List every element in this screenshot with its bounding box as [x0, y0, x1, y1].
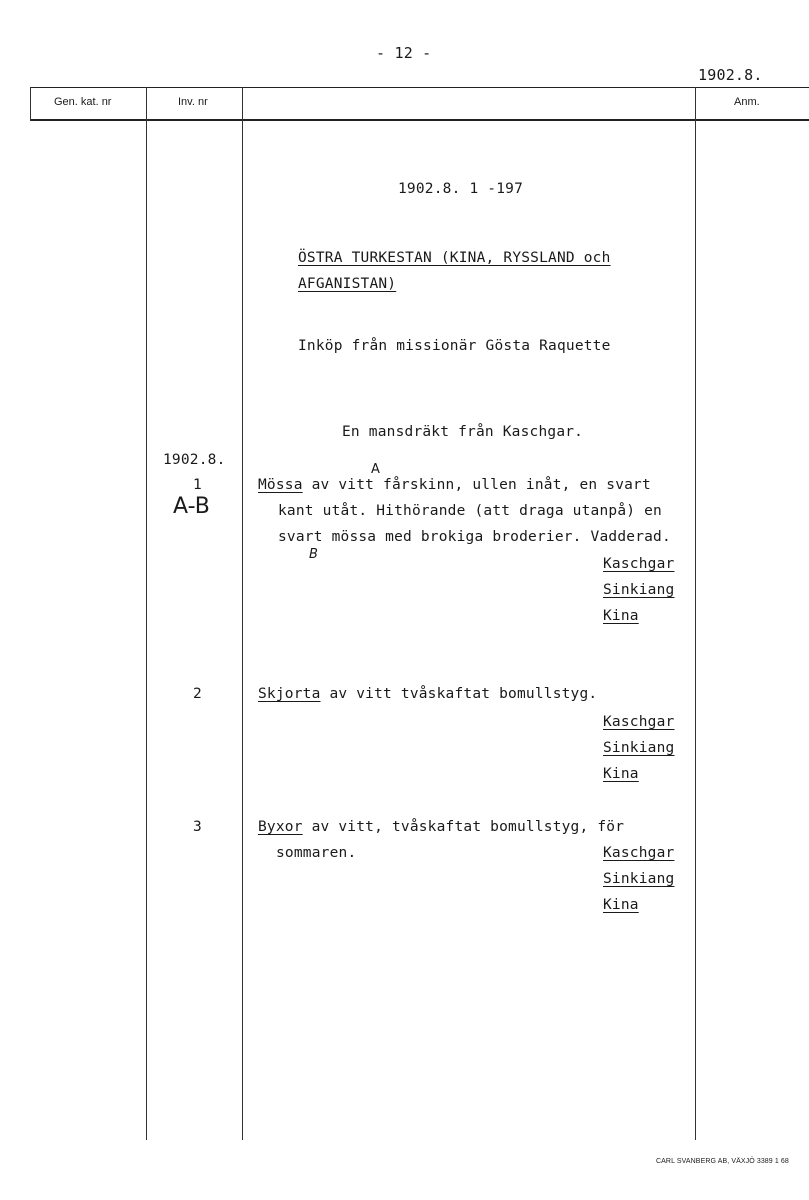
item-1-handwritten-mark-a: A	[371, 462, 380, 477]
item-3-line2: sommaren.	[276, 845, 357, 861]
collection-title: En mansdräkt från Kaschgar.	[342, 424, 584, 440]
item-3-place-1: Kaschgar	[603, 845, 675, 861]
item-1-line2: kant utåt. Hithörande (att draga utanpå) en	[278, 503, 662, 519]
item-1-inv-number: 1	[193, 477, 202, 493]
range-title: 1902.8. 1 -197	[398, 181, 524, 197]
item-1-keyword: Mössa	[258, 477, 303, 493]
item-1-place-3: Kina	[603, 608, 639, 624]
region-heading-line1: ÖSTRA TURKESTAN (KINA, RYSSLAND och	[298, 250, 611, 266]
item-1-place-2: Sinkiang	[603, 582, 675, 598]
column-divider-text-anm	[695, 87, 696, 1140]
left-border	[30, 87, 31, 121]
inventory-prefix: 1902.8.	[163, 452, 226, 468]
item-2-place-2: Sinkiang	[603, 740, 675, 756]
purchase-note: Inköp från missionär Gösta Raquette	[298, 338, 611, 354]
column-header-gen-kat: Gen. kat. nr	[54, 96, 112, 108]
item-2-place-3: Kina	[603, 766, 639, 782]
item-1-place-1: Kaschgar	[603, 556, 675, 572]
item-2-line1	[258, 686, 597, 702]
page-number: - 12 -	[376, 44, 432, 62]
item-2-place-1: Kaschgar	[603, 714, 675, 730]
item-3-place-2: Sinkiang	[603, 871, 675, 887]
item-1-line3: svart mössa med brokiga broderier. Vadderad.	[278, 529, 671, 545]
item-1-line1	[258, 477, 651, 493]
item-2-keyword: Skjorta	[258, 686, 321, 702]
column-header-anm: Anm.	[734, 96, 760, 108]
column-header-inv: Inv. nr	[178, 96, 208, 108]
item-3-inv-number: 3	[193, 819, 202, 835]
item-3-keyword: Byxor	[258, 819, 303, 835]
top-right-reference: 1902.8.	[698, 66, 763, 84]
item-3-line1	[258, 819, 624, 835]
item-1-handwritten-mark-b: B	[309, 547, 318, 562]
item-3-place-3: Kina	[603, 897, 639, 913]
item-1-line1-rest: av vitt fårskinn, ullen inåt, en svart	[302, 477, 651, 493]
item-2-line1-rest: av vitt tvåskaftat bomullstyg.	[320, 686, 598, 702]
item-3-line1-rest: av vitt, tvåskaftat bomullstyg, för	[302, 819, 625, 835]
printer-mark: CARL SVANBERG AB, VÄXJÖ 3389 1 68	[656, 1158, 789, 1165]
region-heading-line2: AFGANISTAN)	[298, 276, 397, 292]
column-divider-inv-text	[242, 87, 243, 1140]
column-divider-gen-inv	[146, 87, 147, 1140]
item-2-inv-number: 2	[193, 686, 202, 702]
item-1-handwritten-subnumbers: A-B	[173, 494, 210, 519]
